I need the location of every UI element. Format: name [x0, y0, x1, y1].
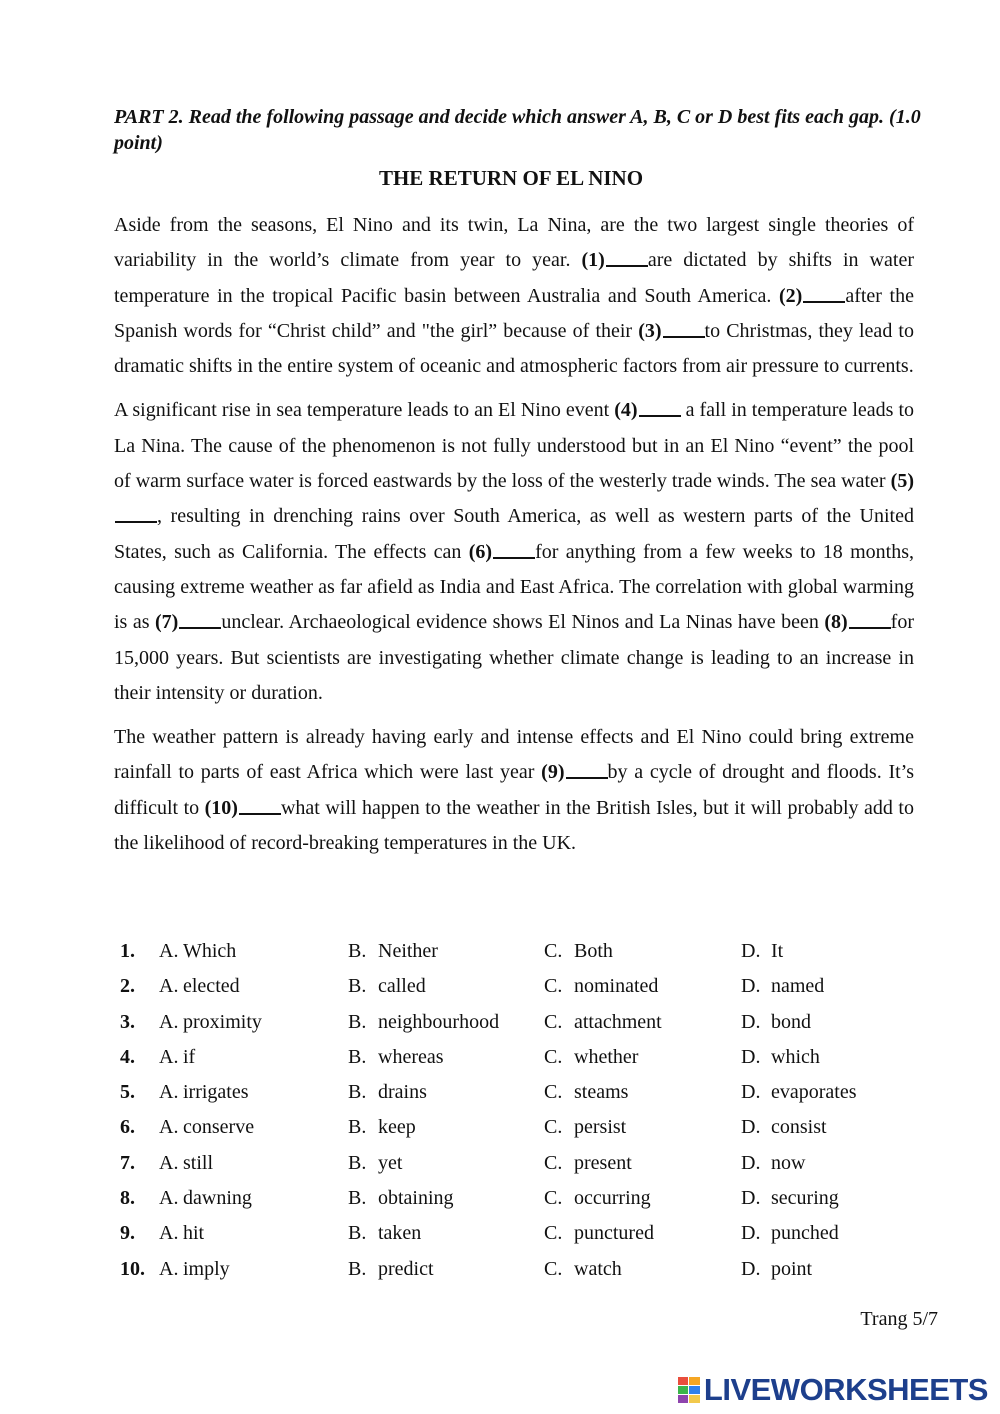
option-letter: B.: [348, 1010, 367, 1033]
passage-text: for 15,000 years. But scientists are investigating whether climate change is leading to an increase in their intensity or duration.: [114, 611, 914, 704]
option-letter: A.: [159, 1151, 179, 1174]
option-letter: A.: [159, 1187, 179, 1210]
option-a[interactable]: [159, 1181, 252, 1216]
passage-text: The weather pattern is already having early and intense effects and El Nino could bring extreme rainfall to parts of east Africa which were last year: [114, 726, 914, 784]
option-text: present: [574, 1151, 632, 1174]
option-d[interactable]: [741, 1146, 805, 1181]
option-letter: D.: [741, 975, 761, 998]
passage-text: A significant rise in sea temperature leads to an El Nino event: [114, 399, 615, 422]
option-text: point: [771, 1257, 813, 1280]
option-letter: A.: [159, 1010, 179, 1033]
option-d[interactable]: [741, 1005, 811, 1040]
option-c[interactable]: [544, 1146, 632, 1181]
option-text: yet: [378, 1151, 403, 1174]
option-letter: A.: [159, 975, 179, 998]
paragraph-3: [114, 720, 914, 861]
option-text: dawning: [183, 1187, 252, 1210]
option-a[interactable]: [159, 1146, 213, 1181]
option-c[interactable]: [544, 1181, 651, 1216]
option-letter: B.: [348, 1045, 367, 1068]
option-letter: C.: [544, 1010, 563, 1033]
gap-marker: (4): [614, 399, 680, 421]
option-a[interactable]: [159, 1005, 262, 1040]
question-row: [114, 1216, 934, 1251]
passage-text: are dictated by shifts in water temperature in the tropical Pacific basin between Australia and South America.: [114, 249, 914, 307]
option-text: occurring: [574, 1187, 651, 1210]
option-text: obtaining: [378, 1187, 454, 1210]
liveworksheets-logo: [678, 1372, 988, 1408]
question-number: 4.: [120, 1045, 135, 1068]
option-letter: C.: [544, 940, 563, 962]
option-c[interactable]: [544, 1216, 654, 1251]
logo-mark-icon: [678, 1377, 700, 1403]
option-text: called: [378, 975, 426, 998]
page-number: Trang 5/7: [860, 1308, 938, 1330]
instructions: PART 2. Read the following passage and decide which answer A, B, C or D best fits each gap. (1.0 point): [114, 106, 921, 154]
option-text: named: [771, 975, 825, 998]
passage-text: , resulting in drenching rains over South America, as well as western parts of the United States, such as California. The effects can: [114, 505, 914, 563]
option-a[interactable]: [159, 969, 240, 1004]
option-text: hit: [183, 1222, 205, 1245]
option-c[interactable]: [544, 1005, 662, 1040]
question-number: 3.: [120, 1010, 135, 1033]
gap-marker: (6): [469, 541, 535, 563]
option-b[interactable]: [348, 969, 426, 1004]
option-d[interactable]: [741, 1252, 812, 1287]
option-letter: D.: [741, 1045, 761, 1068]
option-a[interactable]: [159, 934, 236, 969]
option-b[interactable]: [348, 1216, 421, 1251]
question-row: [114, 969, 934, 1004]
gap-marker: (5): [114, 470, 914, 527]
option-text: consist: [771, 1116, 827, 1139]
option-text: securing: [771, 1187, 839, 1210]
option-letter: D.: [741, 1257, 761, 1280]
option-letter: D.: [741, 1187, 761, 1210]
option-text: watch: [574, 1257, 622, 1280]
option-text: taken: [378, 1222, 422, 1245]
option-c[interactable]: [544, 969, 658, 1004]
passage-text: what will happen to the weather in the British Isles, but it will probably add to the likelihood of record-breaking temperatures in the UK.: [114, 796, 914, 855]
option-text: conserve: [183, 1116, 255, 1139]
option-letter: A.: [159, 1116, 179, 1139]
question-row: [114, 1252, 934, 1287]
option-text: punctured: [574, 1222, 654, 1245]
passage: [114, 208, 914, 870]
option-letter: A.: [159, 1257, 179, 1280]
option-letter: B.: [348, 1151, 367, 1174]
passage-text: by a cycle of drought and floods. It’s difficult to: [114, 761, 915, 819]
gap-marker: (9): [541, 761, 607, 783]
question-row: [114, 1040, 934, 1075]
gap-marker: (7): [155, 611, 221, 633]
passage-text: a fall in temperature leads to La Nina. The cause of the phenomenon is not fully understood but in an El Nino “event” the pool of warm surface water is forced eastwards by the loss of the westerly trade winds. The sea water: [114, 399, 915, 493]
answer-options: [114, 934, 934, 1287]
option-text: imply: [183, 1257, 230, 1280]
question-number: 10.: [120, 1257, 145, 1280]
option-d[interactable]: [741, 969, 824, 1004]
option-b[interactable]: [348, 1181, 454, 1216]
option-letter: B.: [348, 1257, 367, 1280]
option-letter: B.: [348, 940, 367, 962]
option-d[interactable]: [741, 1040, 820, 1075]
option-text: which: [771, 1045, 820, 1068]
paragraph-2: [114, 393, 914, 711]
question-row: [114, 1075, 934, 1110]
option-text: keep: [378, 1116, 416, 1139]
gap-marker: (8): [824, 611, 890, 633]
option-a[interactable]: [159, 1110, 254, 1145]
option-b[interactable]: [348, 1146, 402, 1181]
option-letter: C.: [544, 1151, 563, 1174]
option-letter: C.: [544, 1257, 563, 1280]
option-text: steams: [574, 1081, 629, 1104]
option-letter: B.: [348, 1116, 367, 1139]
passage-text: to Christmas, they lead to dramatic shifts in the entire system of oceanic and atmospheric factors from air pressure to currents.: [114, 319, 914, 378]
question-number: 2.: [120, 975, 135, 998]
option-d[interactable]: [741, 934, 783, 969]
option-c[interactable]: [544, 1110, 626, 1145]
gap-marker: (3): [638, 320, 704, 342]
passage-text: after the Spanish words for “Christ child” and "the girl” because of their: [114, 284, 914, 342]
question-row: [114, 1146, 934, 1181]
option-text: Both: [574, 940, 613, 962]
option-text: predict: [378, 1257, 434, 1280]
option-a[interactable]: [159, 1075, 249, 1110]
option-letter: C.: [544, 1081, 563, 1104]
option-letter: A.: [159, 940, 179, 962]
question-number: 9.: [120, 1222, 135, 1245]
option-letter: C.: [544, 1187, 563, 1210]
question-number: 7.: [120, 1151, 135, 1174]
option-d[interactable]: [741, 1216, 839, 1251]
option-text: proximity: [183, 1010, 262, 1033]
option-text: bond: [771, 1010, 811, 1033]
option-text: nominated: [574, 975, 659, 998]
option-letter: C.: [544, 1222, 563, 1245]
option-c[interactable]: [544, 1252, 622, 1287]
option-letter: C.: [544, 975, 563, 998]
passage-text: Aside from the seasons, El Nino and its twin, La Nina, are the two largest single theories of variability in the world’s climate from year to year.: [114, 214, 914, 272]
option-a[interactable]: [159, 1040, 195, 1075]
option-text: still: [183, 1151, 214, 1174]
gap-marker: (1): [581, 249, 647, 271]
question-number: 5.: [120, 1081, 135, 1104]
option-b[interactable]: [348, 1252, 434, 1287]
option-text: punched: [771, 1222, 839, 1245]
paragraph-1: [114, 208, 914, 384]
option-letter: B.: [348, 975, 367, 998]
question-row: [114, 1110, 934, 1145]
option-text: It: [771, 940, 784, 962]
option-b[interactable]: [348, 1040, 444, 1075]
option-d[interactable]: [741, 1181, 839, 1216]
option-c[interactable]: [544, 934, 613, 969]
gap-marker: (10): [205, 797, 281, 819]
option-letter: D.: [741, 1151, 761, 1174]
question-number: 6.: [120, 1116, 135, 1139]
option-b[interactable]: [348, 934, 438, 969]
option-text: whereas: [378, 1045, 444, 1068]
option-letter: C.: [544, 1116, 563, 1139]
option-b[interactable]: [348, 1075, 427, 1110]
option-text: irrigates: [183, 1081, 249, 1104]
option-text: whether: [574, 1045, 639, 1068]
option-a[interactable]: [159, 1252, 230, 1287]
option-c[interactable]: [544, 1040, 638, 1075]
option-text: drains: [378, 1081, 427, 1104]
option-text: if: [183, 1045, 196, 1068]
option-text: attachment: [574, 1010, 662, 1033]
gap-marker: (2): [779, 285, 845, 307]
question-number: 1.: [120, 940, 135, 962]
option-c[interactable]: [544, 1075, 628, 1110]
option-text: elected: [183, 975, 240, 998]
option-d[interactable]: [741, 1110, 827, 1145]
passage-text: for anything from a few weeks to 18 months, causing extreme weather as far afield as India and East Africa. The correlation with global warming is as: [114, 540, 915, 634]
option-text: persist: [574, 1116, 627, 1139]
option-text: evaporates: [771, 1081, 857, 1104]
option-letter: A.: [159, 1045, 179, 1068]
option-text: Which: [183, 940, 237, 962]
option-text: Neither: [378, 940, 438, 962]
option-letter: D.: [741, 1116, 761, 1139]
option-a[interactable]: [159, 1216, 204, 1251]
option-letter: D.: [741, 1222, 761, 1245]
option-d[interactable]: [741, 1075, 857, 1110]
option-text: neighbourhood: [378, 1010, 500, 1033]
question-row: [114, 1181, 934, 1216]
question-number: 8.: [120, 1187, 135, 1210]
passage-title: THE RETURN OF EL NINO: [378, 166, 644, 190]
option-letter: C.: [544, 1045, 563, 1068]
option-letter: A.: [159, 1081, 179, 1104]
option-letter: D.: [741, 940, 761, 962]
option-text: now: [771, 1151, 806, 1174]
option-b[interactable]: [348, 1005, 499, 1040]
option-letter: D.: [741, 1010, 761, 1033]
option-letter: D.: [741, 1081, 761, 1104]
option-letter: B.: [348, 1222, 367, 1245]
passage-text: unclear. Archaeological evidence shows El Ninos and La Ninas have been: [221, 611, 825, 634]
option-letter: A.: [159, 1222, 179, 1245]
option-letter: B.: [348, 1081, 367, 1104]
question-row: [114, 1005, 934, 1040]
option-letter: B.: [348, 1187, 367, 1210]
option-b[interactable]: [348, 1110, 416, 1145]
logo-text: LIVEWORKSHEETS: [703, 1372, 988, 1407]
question-row: [114, 934, 934, 969]
